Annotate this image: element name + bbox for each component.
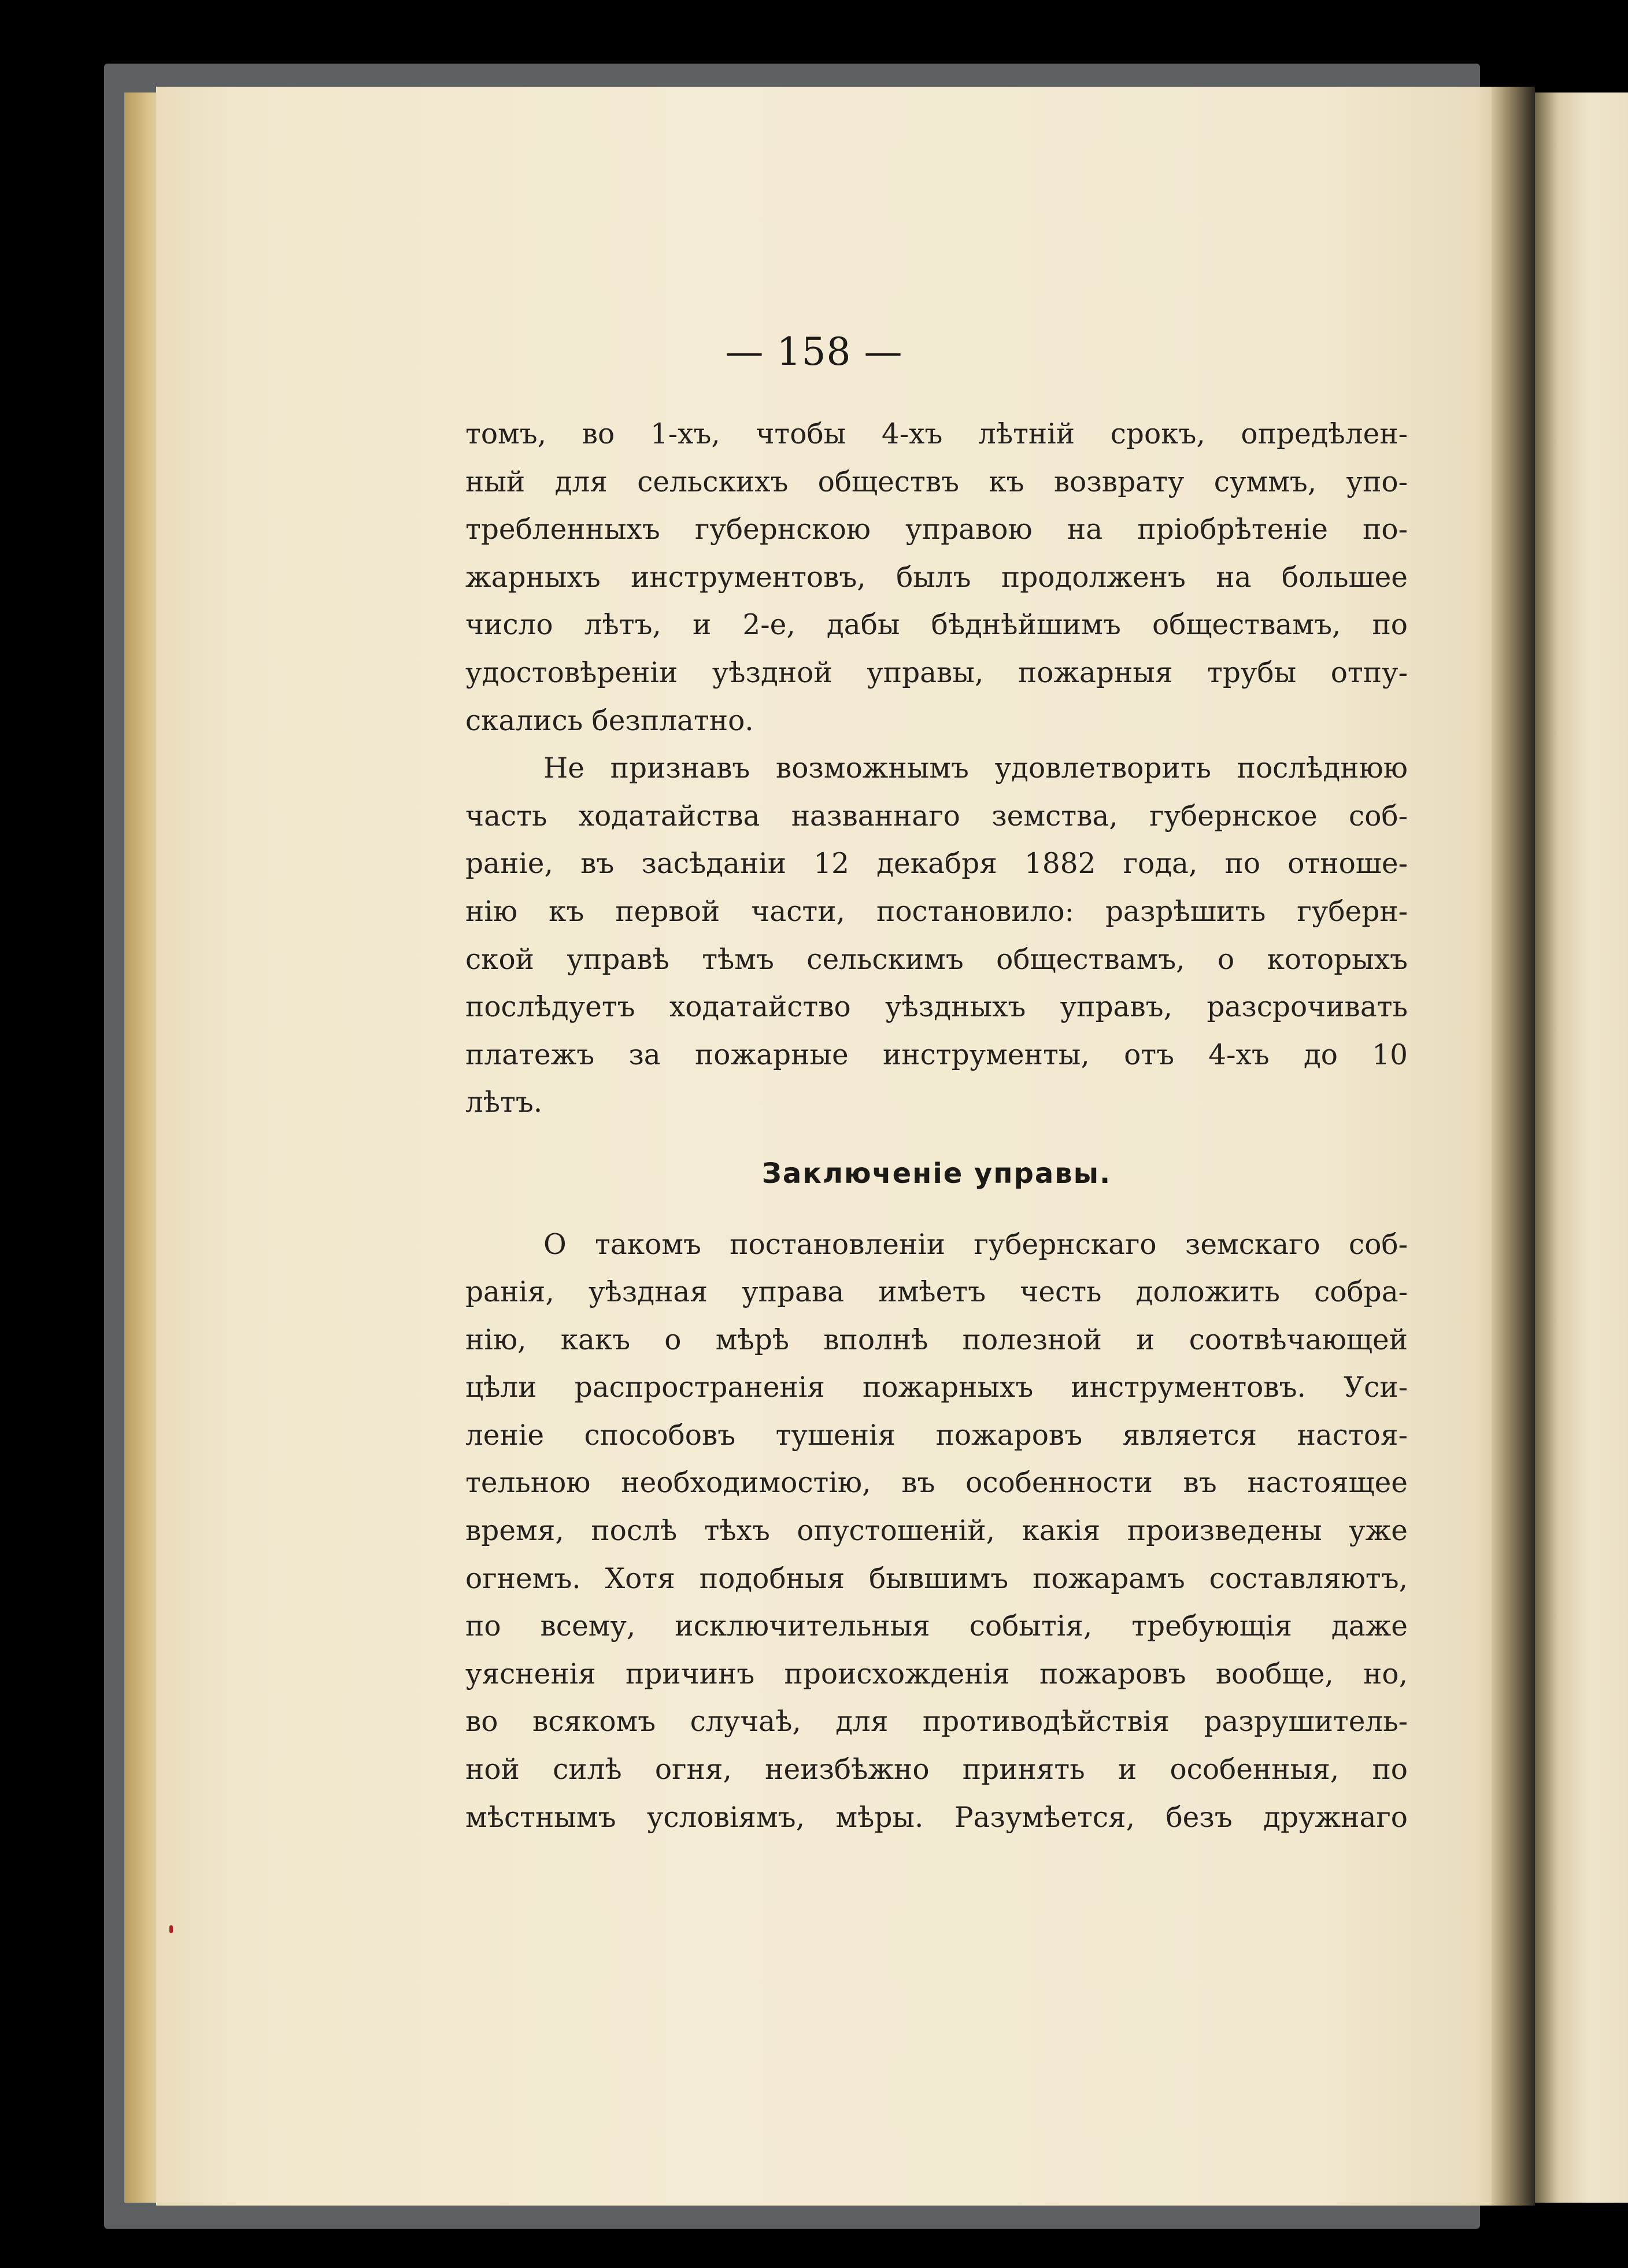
text-line: требленныхъ губернскою управою на пріобрѣтеніе по- xyxy=(465,513,1408,546)
text-line: во всякомъ случаѣ, для противодѣйствія разрушитель- xyxy=(465,1705,1408,1738)
text-line: уясненія причинъ происхожденія пожаровъ вообще, но, xyxy=(465,1657,1408,1690)
binding-gutter xyxy=(1492,87,1535,2206)
text-line: цѣли распространенія пожарныхъ инструментовъ. Уси- xyxy=(465,1371,1408,1404)
text-line: удостовѣреніи уѣздной управы, пожарныя трубы отпу- xyxy=(465,656,1408,689)
paragraph-2 xyxy=(465,745,1408,1127)
text-line: платежъ за пожарные инструменты, отъ 4-хъ до 10 xyxy=(465,1038,1408,1071)
text-line: послѣдуетъ ходатайство уѣздныхъ управъ, разсрочивать xyxy=(465,991,1408,1024)
text-line: томъ, во 1-хъ, чтобы 4-хъ лѣтній срокъ, опредѣлен- xyxy=(465,418,1408,450)
text-line: часть ходатайства названнаго земства, губернское соб- xyxy=(465,800,1408,833)
next-page-edge xyxy=(1535,93,1628,2203)
section-heading: Заключеніе управы. xyxy=(761,1157,1112,1190)
text-line: ный для сельскихъ обществъ къ возврату суммъ, упо- xyxy=(465,465,1408,498)
text-line: О такомъ постановленіи губернскаго земскаго соб- xyxy=(543,1228,1408,1261)
text-line: ной силѣ огня, неизбѣжно принять и особенныя, по xyxy=(465,1753,1408,1786)
text-line: раніе, въ засѣданіи 12 декабря 1882 года, по отноше- xyxy=(465,848,1408,880)
text-line: Не признавъ возможнымъ удовлетворить послѣднюю xyxy=(543,752,1408,785)
text-line: время, послѣ тѣхъ опустошеній, какія произведены уже xyxy=(465,1515,1408,1548)
body-text xyxy=(465,410,1408,1841)
text-line: нію, какъ о мѣрѣ вполнѣ полезной и соотвѣчающей xyxy=(465,1323,1408,1356)
text-line: по всему, исключительныя событія, требующія даже xyxy=(465,1610,1408,1643)
text-line: скались безплатно. xyxy=(465,704,754,737)
text-line: огнемъ. Хотя подобныя бывшимъ пожарамъ составляютъ, xyxy=(465,1562,1408,1595)
text-line: число лѣтъ, и 2-е, дабы бѣднѣйшимъ обществамъ, по xyxy=(465,609,1408,642)
text-line: леніе способовъ тушенія пожаровъ является настоя- xyxy=(465,1419,1408,1452)
paragraph-3 xyxy=(465,1221,1408,1842)
paragraph-1 xyxy=(465,410,1408,745)
text-line: ранія, уѣздная управа имѣетъ честь доложить собра- xyxy=(465,1276,1408,1309)
text-line: тельною необходимостію, въ особенности въ настоящее xyxy=(465,1467,1408,1500)
red-speck-mark xyxy=(169,1925,173,1933)
text-line: лѣтъ. xyxy=(465,1086,543,1119)
text-line: мѣстнымъ условіямъ, мѣры. Разумѣется, безъ дружнаго xyxy=(465,1801,1408,1834)
page-number: — 158 — xyxy=(725,330,903,374)
text-line: жарныхъ инструментовъ, былъ продолженъ на большее xyxy=(465,561,1408,594)
text-line: нію къ первой части, постановило: разрѣшить губерн- xyxy=(465,895,1408,928)
text-line: ской управѣ тѣмъ сельскимъ обществамъ, о которыхъ xyxy=(465,943,1408,976)
